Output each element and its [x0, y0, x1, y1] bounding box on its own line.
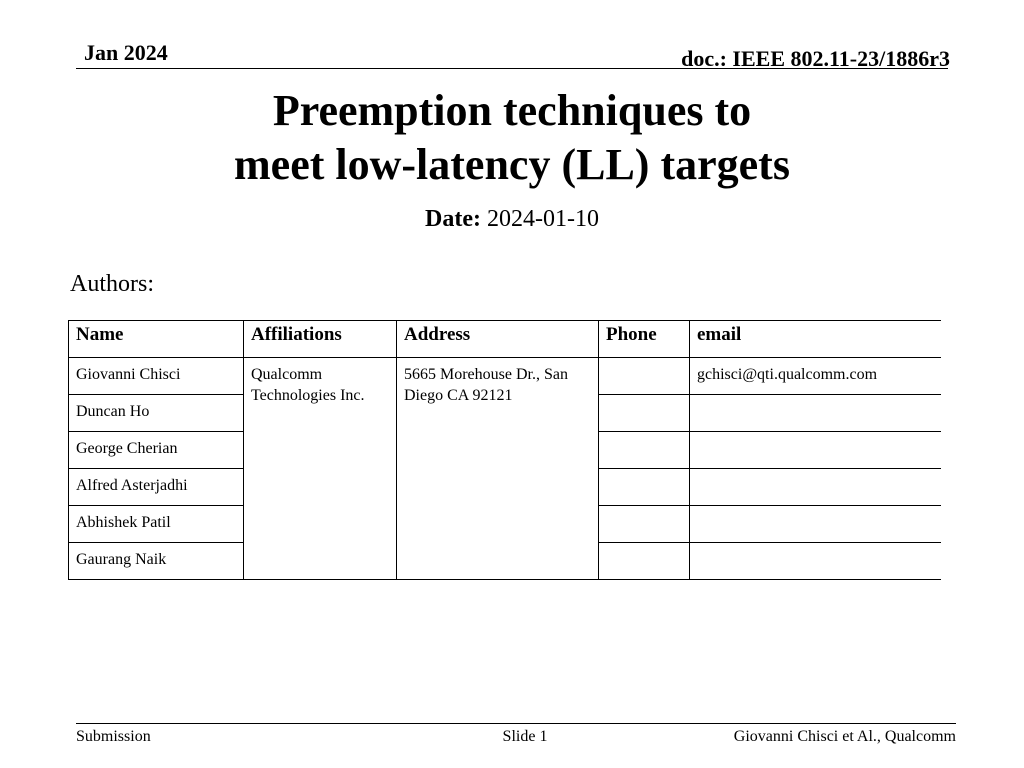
author-email — [690, 543, 941, 580]
author-name: George Cherian — [69, 432, 244, 469]
slide-title — [0, 84, 1024, 192]
authors-heading: Authors: — [70, 271, 154, 297]
document-id: doc.: IEEE 802.11-23/1886r3 — [681, 46, 950, 71]
author-address: 5665 Morehouse Dr., San Diego CA 92121 — [397, 358, 599, 580]
author-email — [690, 395, 941, 432]
author-phone — [599, 469, 690, 506]
title-line-2: meet low-latency (LL) targets — [234, 140, 790, 189]
author-affiliation: Qualcomm Technologies Inc. — [244, 358, 397, 580]
author-phone — [599, 358, 690, 395]
header-email: email — [690, 321, 941, 358]
footer-author: Giovanni Chisci et Al., Qualcomm — [733, 728, 956, 745]
table-header-row — [69, 321, 941, 358]
date-line — [0, 206, 1024, 233]
author-email: gchisci@qti.qualcomm.com — [690, 358, 941, 395]
footer-submission: Submission — [76, 728, 151, 745]
header-phone: Phone — [599, 321, 690, 358]
header-name: Name — [69, 321, 244, 358]
author-phone — [599, 506, 690, 543]
header-address: Address — [397, 321, 599, 358]
author-phone — [599, 395, 690, 432]
author-email — [690, 432, 941, 469]
author-name: Alfred Asterjadhi — [69, 469, 244, 506]
footer-slide-number: Slide 1 — [502, 728, 548, 745]
author-name: Giovanni Chisci — [69, 358, 244, 395]
header-affiliations: Affiliations — [244, 321, 397, 358]
author-email — [690, 469, 941, 506]
author-email — [690, 506, 941, 543]
date-value: 2024-01-10 — [486, 206, 599, 232]
date-label: Date: — [425, 206, 481, 232]
author-name: Abhishek Patil — [69, 506, 244, 543]
author-name: Gaurang Naik — [69, 543, 244, 580]
header-divider — [76, 68, 948, 69]
table-row — [69, 358, 941, 395]
header-date: Jan 2024 — [84, 40, 168, 65]
footer-divider — [76, 723, 956, 724]
authors-table — [68, 320, 941, 580]
author-phone — [599, 543, 690, 580]
title-line-1: Preemption techniques to — [272, 86, 752, 135]
author-name: Duncan Ho — [69, 395, 244, 432]
author-phone — [599, 432, 690, 469]
